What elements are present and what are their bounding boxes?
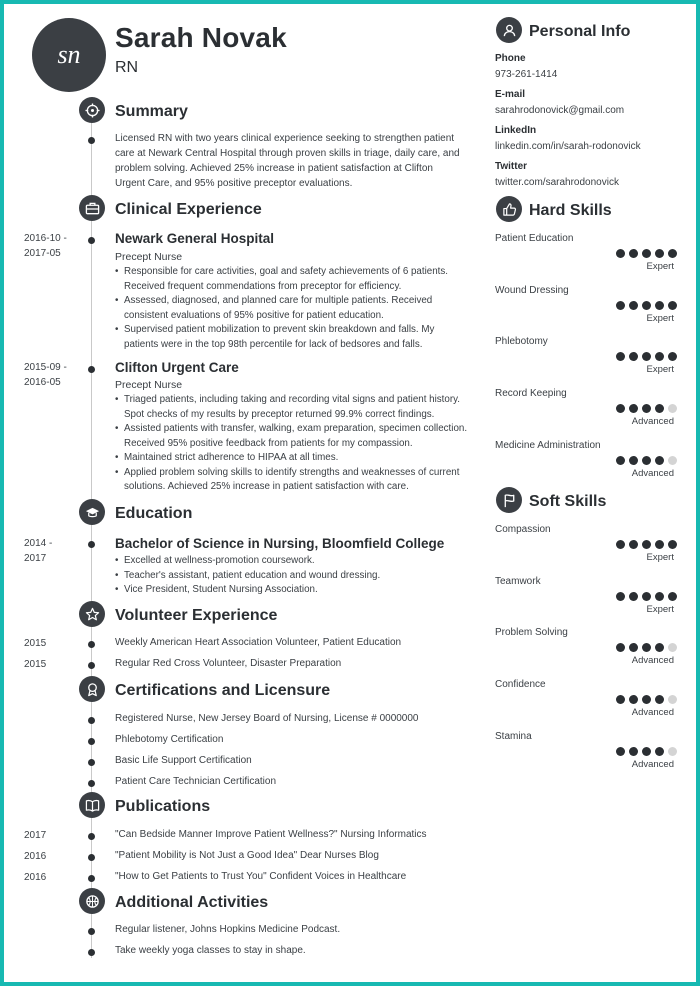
rating-dot bbox=[668, 352, 677, 361]
list-item: • Assisted patients with transfer, walking, exam preparation, specimen collection. Received 95% positive feedback from patients for my compassion. bbox=[115, 422, 470, 451]
job-date-end: 2017-05 bbox=[24, 248, 61, 259]
job-position: Precept Nurse bbox=[115, 251, 183, 263]
avatar bbox=[32, 18, 106, 92]
rating-dot bbox=[668, 643, 677, 652]
graduation-cap-icon bbox=[79, 499, 105, 525]
skill-rating bbox=[616, 352, 677, 361]
rating-dot bbox=[629, 352, 638, 361]
rating-dot bbox=[616, 540, 625, 549]
skill-level: Advanced bbox=[631, 655, 674, 667]
activities-heading: Additional Activities bbox=[115, 894, 269, 911]
contact-label: E-mail bbox=[495, 89, 526, 100]
crosshair-icon bbox=[79, 97, 105, 123]
skill-rating bbox=[616, 404, 677, 413]
rating-dot bbox=[629, 695, 638, 704]
rating-dot bbox=[655, 456, 664, 465]
volunteer-year: 2015 bbox=[24, 659, 47, 670]
rating-dot bbox=[668, 404, 677, 413]
award-ribbon-icon bbox=[79, 676, 105, 702]
rating-dot bbox=[655, 695, 664, 704]
skill-level: Advanced bbox=[631, 416, 674, 428]
list-item: • Teacher's assistant, patient education and wound dressing. bbox=[115, 569, 470, 584]
volunteer-item: Regular Red Cross Volunteer, Disaster Preparation bbox=[115, 658, 342, 669]
briefcase-icon bbox=[79, 195, 105, 221]
rating-dot bbox=[668, 592, 677, 601]
skill-rating bbox=[616, 643, 677, 652]
timeline-dot bbox=[88, 833, 95, 840]
rating-dot bbox=[655, 404, 664, 413]
certification-item: Basic Life Support Certification bbox=[115, 755, 252, 766]
user-icon bbox=[496, 17, 522, 43]
skill-level: Expert bbox=[646, 364, 674, 376]
skill-level: Expert bbox=[646, 552, 674, 563]
timeline-dot bbox=[88, 237, 95, 244]
volunteer-year: 2015 bbox=[24, 638, 47, 649]
rating-dot bbox=[655, 540, 664, 549]
list-item: • Maintained strict adherence to HIPAA at all times. bbox=[115, 451, 470, 466]
job-date bbox=[24, 231, 76, 261]
timeline-dot bbox=[88, 854, 95, 861]
skill-name: Compassion bbox=[495, 524, 551, 535]
skill-name: Phlebotomy bbox=[495, 336, 548, 348]
job-date-start: 2015-09 - bbox=[24, 362, 67, 373]
rating-dot bbox=[668, 301, 677, 310]
skill-rating bbox=[616, 540, 677, 549]
rating-dot bbox=[642, 643, 651, 652]
rating-dot bbox=[668, 249, 677, 258]
rating-dot bbox=[616, 747, 625, 756]
rating-dot bbox=[642, 695, 651, 704]
publication-item: "How to Get Patients to Trust You" Confident Voices in Healthcare bbox=[115, 871, 407, 882]
skill-rating bbox=[616, 249, 677, 258]
education-date-end: 2017 bbox=[24, 553, 47, 564]
job-position: Precept Nurse bbox=[115, 379, 183, 391]
rating-dot bbox=[616, 643, 625, 652]
rating-dot bbox=[655, 301, 664, 310]
rating-dot bbox=[642, 249, 651, 258]
rating-dot bbox=[629, 540, 638, 549]
rating-dot bbox=[629, 643, 638, 652]
basketball-icon bbox=[79, 888, 105, 914]
skill-level: Advanced bbox=[631, 707, 674, 719]
thumbs-up-icon bbox=[496, 196, 522, 222]
rating-dot bbox=[629, 747, 638, 756]
timeline-dot bbox=[88, 759, 95, 766]
timeline-line bbox=[91, 108, 92, 958]
skill-rating bbox=[616, 747, 677, 756]
candidate-name: Sarah Novak bbox=[115, 22, 287, 53]
personal-info-heading: Personal Info bbox=[529, 23, 631, 40]
skill-level: Expert bbox=[646, 603, 674, 615]
rating-dot bbox=[642, 301, 651, 310]
list-item: • Supervised patient mobilization to prevent skin breakdown and falls. My patients were in the top 98th percentile for lack of bedsores and falls. bbox=[115, 323, 470, 352]
star-icon bbox=[79, 601, 105, 627]
rating-dot bbox=[642, 352, 651, 361]
certifications-heading: Certifications and Licensure bbox=[115, 682, 331, 699]
skill-name: Teamwork bbox=[495, 575, 541, 587]
job-date-end: 2016-05 bbox=[24, 377, 61, 388]
timeline-dot bbox=[88, 875, 95, 882]
skill-level: Advanced bbox=[631, 467, 674, 479]
rating-dot bbox=[655, 747, 664, 756]
rating-dot bbox=[616, 301, 625, 310]
job-bullets bbox=[115, 393, 470, 495]
rating-dot bbox=[642, 540, 651, 549]
summary-heading: Summary bbox=[115, 103, 188, 120]
publications-heading: Publications bbox=[115, 798, 211, 815]
phone-value: 973-261-1414 bbox=[495, 69, 558, 80]
skill-rating bbox=[616, 695, 677, 704]
contact-label: LinkedIn bbox=[495, 125, 537, 136]
rating-dot bbox=[655, 249, 664, 258]
flag-icon bbox=[496, 487, 522, 513]
soft-skills-heading: Soft Skills bbox=[529, 493, 607, 510]
timeline-dot bbox=[88, 541, 95, 548]
book-icon bbox=[79, 792, 105, 818]
job-date bbox=[24, 360, 76, 390]
rating-dot bbox=[616, 249, 625, 258]
publication-year: 2016 bbox=[24, 851, 47, 862]
rating-dot bbox=[629, 592, 638, 601]
rating-dot bbox=[629, 456, 638, 465]
volunteer-item: Weekly American Heart Association Volunteer, Patient Education bbox=[115, 637, 402, 648]
publication-year: 2017 bbox=[24, 830, 47, 841]
skill-level: Advanced bbox=[631, 758, 674, 770]
skill-name: Wound Dressing bbox=[495, 284, 569, 296]
activity-item: Regular listener, Johns Hopkins Medicine Podcast. bbox=[115, 924, 341, 935]
timeline-dot bbox=[88, 738, 95, 745]
rating-dot bbox=[668, 747, 677, 756]
education-heading: Education bbox=[115, 505, 193, 522]
list-item: • Excelled at wellness-promotion coursework. bbox=[115, 554, 470, 569]
rating-dot bbox=[616, 456, 625, 465]
certification-item: Registered Nurse, New Jersey Board of Nursing, License # 0000000 bbox=[115, 713, 419, 724]
rating-dot bbox=[629, 301, 638, 310]
rating-dot bbox=[655, 592, 664, 601]
rating-dot bbox=[629, 404, 638, 413]
list-item: • Applied problem solving skills to identify strengths and weaknesses of current solutions. Achieved 25% increase in patient satisfaction with care. bbox=[115, 466, 470, 495]
skill-name: Patient Education bbox=[495, 233, 574, 244]
volunteer-heading: Volunteer Experience bbox=[115, 607, 278, 624]
skill-rating bbox=[616, 456, 677, 465]
certification-item: Patient Care Technician Certification bbox=[115, 776, 277, 787]
job-date-start: 2016-10 - bbox=[24, 233, 67, 244]
publication-item: "Patient Mobility is Not Just a Good Idea" Dear Nurses Blog bbox=[115, 850, 379, 861]
rating-dot bbox=[642, 747, 651, 756]
summary-text: Licensed RN with two years clinical experience seeking to strengthen patient care at Newark Central Hospital through proven skills in triage, daily care, and problem solving. Achieved 25% increase in patient satisfaction at Clifton Urgent Care, and 95% positive preceptor evaluations. bbox=[115, 133, 460, 189]
contact-label: Phone bbox=[495, 53, 526, 64]
job-employer: Newark General Hospital bbox=[115, 231, 275, 246]
rating-dot bbox=[616, 404, 625, 413]
skill-rating bbox=[616, 592, 677, 601]
timeline-dot bbox=[88, 662, 95, 669]
rating-dot bbox=[642, 404, 651, 413]
timeline-dot bbox=[88, 137, 95, 144]
job-bullets bbox=[115, 265, 470, 352]
skill-name: Stamina bbox=[495, 730, 532, 742]
email-value: sarahrodonovick@gmail.com bbox=[495, 105, 625, 116]
skill-level: Expert bbox=[646, 261, 674, 272]
rating-dot bbox=[616, 592, 625, 601]
timeline-dot bbox=[88, 717, 95, 724]
skill-level: Expert bbox=[646, 312, 674, 324]
timeline-dot bbox=[88, 641, 95, 648]
rating-dot bbox=[668, 695, 677, 704]
hard-skills-heading: Hard Skills bbox=[529, 202, 612, 219]
avatar-initials: sn bbox=[57, 40, 81, 69]
timeline-dot bbox=[88, 366, 95, 373]
skill-name: Confidence bbox=[495, 679, 546, 691]
experience-heading: Clinical Experience bbox=[115, 201, 262, 218]
list-item: • Vice President, Student Nursing Association. bbox=[115, 583, 470, 598]
rating-dot bbox=[668, 540, 677, 549]
education-degree: Bachelor of Science in Nursing, Bloomfield College bbox=[115, 536, 445, 551]
rating-dot bbox=[642, 592, 651, 601]
skill-name: Medicine Administration bbox=[495, 439, 601, 451]
twitter-value: twitter.com/sarahrodonovick bbox=[495, 177, 619, 188]
education-date-start: 2014 - bbox=[24, 538, 53, 549]
publication-item: "Can Bedside Manner Improve Patient Wellness?" Nursing Informatics bbox=[115, 829, 427, 840]
list-item: • Triaged patients, including taking and recording vital signs and patient history. Spot checks of my results by preceptor returned 99.9% correct findings. bbox=[115, 393, 470, 422]
list-item: • Assessed, diagnosed, and planned care for multiple patients. Received consistent evaluations of 95% positive for patient education. bbox=[115, 294, 470, 323]
education-bullets bbox=[115, 554, 470, 598]
job-employer: Clifton Urgent Care bbox=[115, 360, 239, 375]
list-item: • Responsible for care activities, goal and safety achievements of 6 patients. Received frequent commendations from preceptor for efficiency. bbox=[115, 265, 470, 294]
publication-year: 2016 bbox=[24, 872, 47, 883]
education-date bbox=[24, 536, 76, 566]
rating-dot bbox=[616, 352, 625, 361]
certification-item: Phlebotomy Certification bbox=[115, 734, 224, 745]
skill-rating bbox=[616, 301, 677, 310]
linkedin-value: linkedin.com/in/sarah-rodonovick bbox=[495, 141, 641, 152]
rating-dot bbox=[629, 249, 638, 258]
candidate-title: RN bbox=[115, 59, 139, 76]
contact-label: Twitter bbox=[495, 161, 528, 172]
rating-dot bbox=[642, 456, 651, 465]
activity-item: Take weekly yoga classes to stay in shape. bbox=[115, 945, 306, 956]
rating-dot bbox=[655, 643, 664, 652]
timeline-dot bbox=[88, 780, 95, 787]
skill-name: Record Keeping bbox=[495, 388, 567, 400]
rating-dot bbox=[616, 695, 625, 704]
skill-name: Problem Solving bbox=[495, 627, 568, 639]
timeline-dot bbox=[88, 928, 95, 935]
resume-page bbox=[4, 4, 696, 982]
rating-dot bbox=[668, 456, 677, 465]
timeline-dot bbox=[88, 949, 95, 956]
rating-dot bbox=[655, 352, 664, 361]
